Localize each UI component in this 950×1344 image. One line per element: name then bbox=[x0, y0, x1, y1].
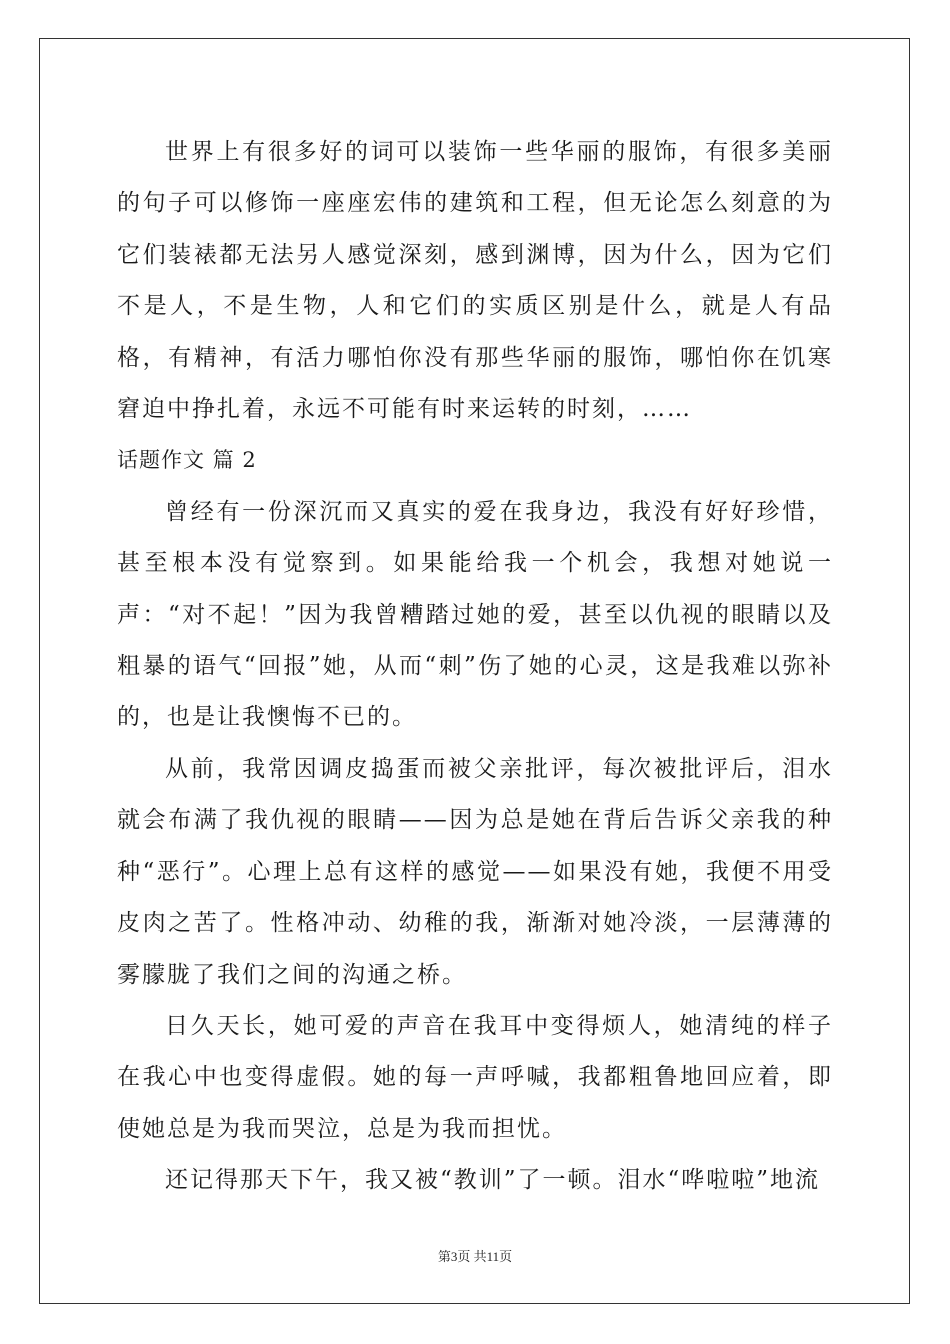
section-heading: 话题作文 篇 2 bbox=[117, 448, 257, 473]
page-number-footer: 第3页 共11页 bbox=[437, 1249, 513, 1264]
paragraph: 曾经有一份深沉而又真实的爱在我身边，我没有好好珍惜，甚至根本没有觉察到。如果能给我一个机会，我想对她说一声：“对不起！”因为我曾糟踏过她的爱，甚至以仇视的眼睛以及粗暴的语气“回报”她，从而“刺”伤了她的心灵，这是我难以弥补的，也是让我懊悔不已的。 bbox=[117, 498, 833, 731]
document-body bbox=[117, 127, 833, 1207]
paragraph: 日久天长，她可爱的声音在我耳中变得烦人，她清纯的样子在我心中也变得虚假。她的每一声呼喊，我都粗鲁地回应着，即使她总是为我而哭泣，总是为我而担忧。 bbox=[117, 1012, 833, 1142]
paragraph: 还记得那天下午，我又被“教训”了一顿。泪水“哗啦啦”地流 bbox=[165, 1167, 821, 1194]
paragraph: 从前，我常因调皮捣蛋而被父亲批评，每次被批评后，泪水就会布满了我仇视的眼睛——因为总是她在背后告诉父亲我的种种“恶行”。心理上总有这样的感觉——如果没有她，我便不用受皮肉之苦了。性格冲动、幼稚的我，渐渐对她冷淡，一层薄薄的雾朦胧了我们之间的沟通之桥。 bbox=[117, 755, 833, 988]
paragraph-intro: 世界上有很多好的词可以装饰一些华丽的服饰，有很多美丽的句子可以修饰一座座宏伟的建筑和工程，但无论怎么刻意的为它们装裱都无法另人感觉深刻，感到渊博，因为什么，因为它们不是人，不是生物，人和它们的实质区别是什么，就是人有品格，有精神，有活力哪怕你没有那些华丽的服饰，哪怕你在饥寒窘迫中挣扎着，永远不可能有时来运转的时刻，…… bbox=[117, 139, 833, 423]
